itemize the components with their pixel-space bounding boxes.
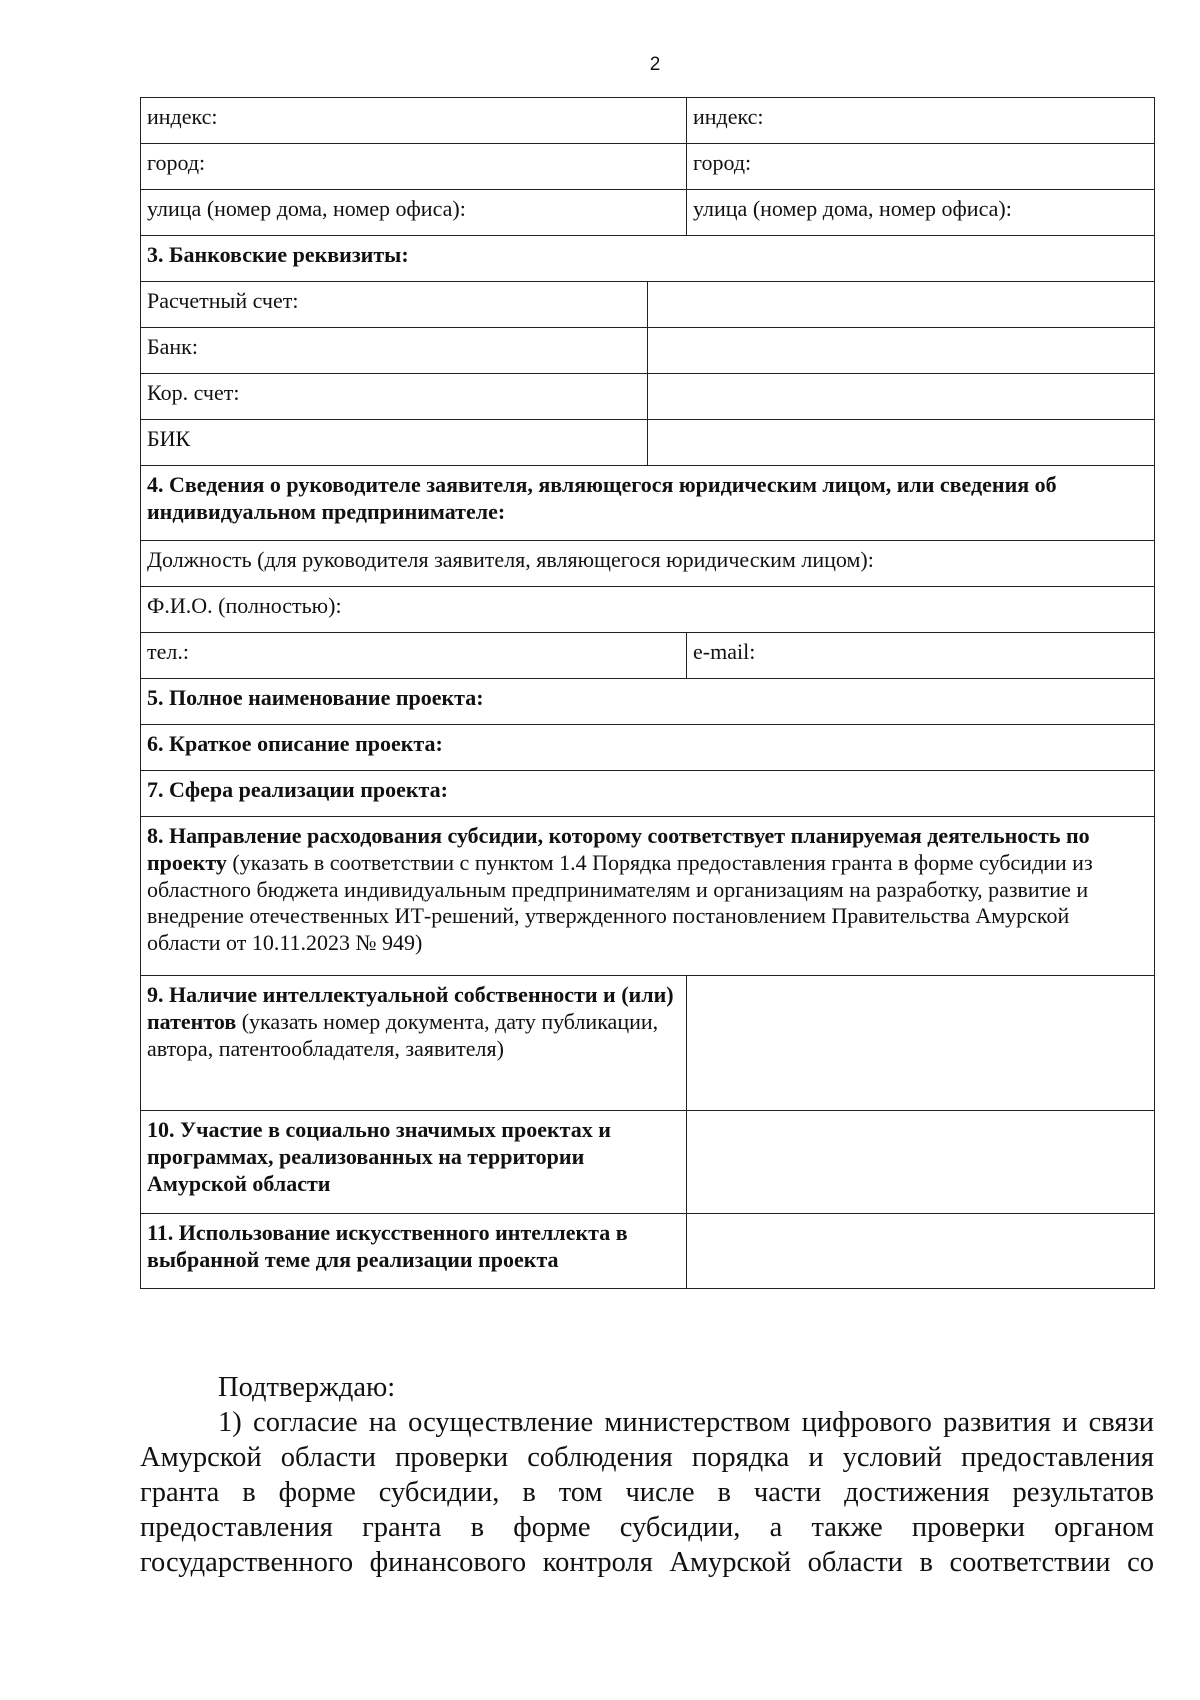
project-full-name-heading: 5. Полное наименование проекта: [141,679,1155,725]
bik-row [141,420,1155,466]
bank-name-value[interactable] [648,328,1155,374]
spending-direction-cell [141,817,1155,976]
contact-row [141,633,1155,679]
confirmation-intro: Подтверждаю: [218,1372,396,1403]
phone-field[interactable]: тел.: [141,633,687,679]
bik-value[interactable] [648,420,1155,466]
ip-note: (указать номер документа, дату публикации, автора, патентообладателя, заявителя) [147,1008,659,1061]
ai-usage-value[interactable] [687,1214,1155,1289]
confirmation-section [140,1370,1154,1580]
confirmation-item-1: 1) согласие на осуществление министерством цифрового развития и связи Амурской области проверки соблюдения порядка и условий предоставления гранта в форме субсидии, в том числе в части достижения результатов предоставления гранта в форме субсидии, а также проверки органом государственного финансового контроля Амурской области в соответствии со [140,1407,1154,1578]
page-number: 2 [649,54,661,75]
fio-field[interactable]: Ф.И.О. (полностью): [141,587,1155,633]
right-street-field[interactable]: улица (номер дома, номер офиса): [687,190,1155,236]
application-form-table [140,97,1155,1289]
spending-direction-note: (указать в соответствии с пунктом 1.4 Порядка предоставления гранта в форме субсидии из областного бюджета индивидуальным предпринимателям и организациям на разработку, развитие и внедрение отечественных ИТ-решений, утвержденного постановлением Правительства Амурской области от 10.11.2023 № 949) [147,849,1093,956]
ip-value[interactable] [687,976,1155,1111]
project-sphere-row [141,771,1155,817]
position-field[interactable]: Должность (для руководителя заявителя, являющегося юридическим лицом): [141,541,1155,587]
ai-usage-heading: 11. Использование искусственного интеллекта в выбранной теме для реализации проекта [141,1214,687,1289]
bank-heading-row [141,236,1155,282]
project-desc-row [141,725,1155,771]
left-index-field[interactable]: индекс: [141,98,687,144]
bank-account-value[interactable] [648,282,1155,328]
bank-name-row [141,328,1155,374]
corr-account-value[interactable] [648,374,1155,420]
corr-account-row [141,374,1155,420]
bank-name-label: Банк: [141,328,648,374]
left-city-field[interactable]: город: [141,144,687,190]
social-projects-value[interactable] [687,1111,1155,1214]
right-index-field[interactable]: индекс: [687,98,1155,144]
head-heading-row [141,466,1155,541]
social-projects-heading: 10. Участие в социально значимых проектах и программах, реализованных на территории Амурской области [141,1111,687,1214]
project-sphere-heading: 7. Сфера реализации проекта: [141,771,1155,817]
position-row [141,541,1155,587]
left-street-field[interactable]: улица (номер дома, номер офиса): [141,190,687,236]
social-row [141,1111,1155,1214]
corr-account-label: Кор. счет: [141,374,648,420]
ip-heading: 9. Наличие интеллектуальной собственности и (или) патентов [147,982,674,1034]
address-index-row [141,98,1155,144]
project-short-desc-heading: 6. Краткое описание проекта: [141,725,1155,771]
address-street-row [141,190,1155,236]
ip-label-cell [141,976,687,1111]
fio-row [141,587,1155,633]
spending-direction-heading: 8. Направление расходования субсидии, которому соответствует планируемая деятельность по проекту [147,823,1090,875]
project-name-row [141,679,1155,725]
bank-account-label: Расчетный счет: [141,282,648,328]
direction-row [141,817,1155,976]
ai-row [141,1214,1155,1289]
ip-row [141,976,1155,1111]
head-info-heading: 4. Сведения о руководителе заявителя, являющегося юридическим лицом, или сведения об индивидуальном предпринимателе: [141,466,1155,541]
bank-account-row [141,282,1155,328]
right-city-field[interactable]: город: [687,144,1155,190]
email-field[interactable]: e-mail: [687,633,1155,679]
bank-details-heading: 3. Банковские реквизиты: [141,236,1155,282]
bik-label: БИК [141,420,648,466]
address-city-row [141,144,1155,190]
